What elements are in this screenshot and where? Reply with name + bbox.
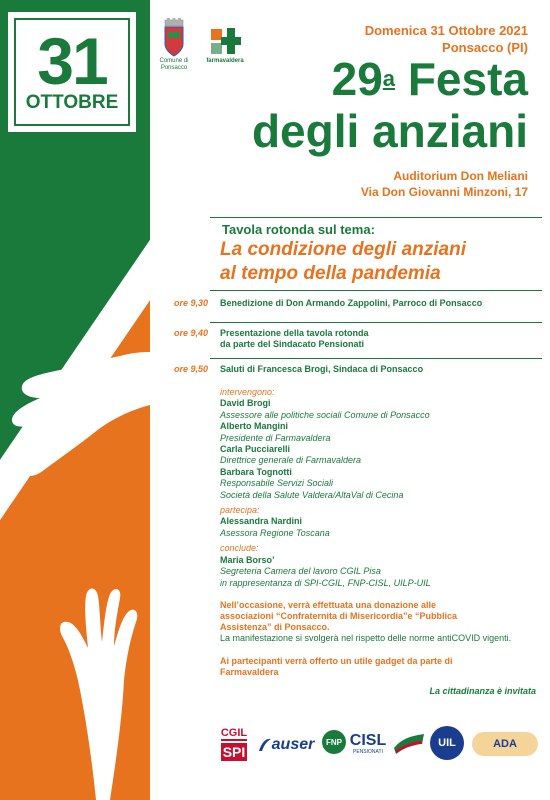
- cisl-text: CISL: [349, 731, 387, 749]
- speaker-name: Alberto Mangini: [220, 421, 288, 432]
- gadget-line: Farmavaldera: [220, 667, 279, 677]
- schedule-time: ore 9,50: [173, 364, 208, 374]
- speaker-name: Barbara Tognotti: [220, 466, 292, 477]
- cgil-text: CGIL: [220, 727, 248, 739]
- title-word: Festa: [407, 53, 528, 105]
- divider: [210, 217, 542, 218]
- speaker-role: Responsabile Servizi Sociali: [220, 478, 334, 489]
- speaker-role: Assessore alle politiche sociali Comune di Ponsacco: [220, 409, 430, 420]
- schedule-time: ore 9,30: [173, 298, 208, 308]
- date-day: 31: [37, 24, 107, 98]
- intervengono-label: intervengono:: [220, 387, 275, 397]
- divider: [210, 358, 542, 359]
- flag-logo: [392, 730, 426, 756]
- farmavaldera-logo: [203, 26, 247, 65]
- comune-caption: Comune di Ponsacco: [159, 58, 189, 71]
- speaker-role: in rappresentanza di SPI-CGIL, FNP-CISL, UILP-UIL: [220, 577, 431, 588]
- gadget-note: [220, 656, 453, 678]
- comune-logo: [154, 18, 194, 72]
- speakers-list: [220, 387, 431, 589]
- spi-text: SPI: [222, 744, 246, 760]
- schedule-item-line: Presentazione della tavola rotonda: [220, 328, 369, 338]
- event-place: Ponsacco (PI): [442, 40, 528, 55]
- date-month: OTTOBRE: [25, 92, 119, 113]
- cisl-logo: [348, 728, 388, 760]
- donation-line: Nell’occasione, verrà effettuata una donazione alle: [220, 600, 437, 610]
- uil-text: UIL: [438, 737, 456, 749]
- tricolor-sidebar: [0, 0, 150, 800]
- schedule-item-line: da parte del Sindacato Pensionati: [220, 339, 365, 349]
- event-date: Domenica 31 Ottobre 2021: [364, 23, 528, 38]
- venue: [361, 168, 528, 200]
- conclude-label: conclude:: [220, 543, 259, 554]
- roundtable-theme-line2: al tempo della pandemia: [220, 263, 441, 284]
- donation-line: associazioni “Confraternita di Misericordia”e “Pubblica: [220, 611, 458, 621]
- speaker-role: Presidente di Farmavaldera: [220, 432, 331, 443]
- divider: [210, 290, 542, 291]
- roundtable-intro: Tavola rotonda sul tema:: [222, 222, 375, 237]
- date-badge: [8, 12, 136, 132]
- fnp-text: FNP: [326, 737, 342, 747]
- event-title-line2: degli anziani: [251, 105, 528, 157]
- auser-text: auser: [271, 736, 315, 753]
- ada-text: ADA: [493, 738, 517, 750]
- divider: [210, 322, 542, 323]
- auser-swoosh-icon: [258, 737, 272, 753]
- speaker-name: Maria Borso’: [220, 554, 275, 565]
- donation-note: [220, 600, 457, 633]
- edition-number: 29: [331, 53, 383, 105]
- cgil-spi-logo: [218, 722, 250, 766]
- speaker-role: Segreteria Camera del lavoro CGIL Pisa: [220, 566, 381, 577]
- partecipa-label: partecipa:: [220, 505, 260, 516]
- speaker-name: David Brogi: [220, 398, 271, 409]
- event-title-line1: [331, 53, 528, 105]
- invitation: La cittadinanza è invitata: [429, 686, 536, 696]
- event-date-place: [365, 22, 528, 56]
- edition-suffix: a: [382, 66, 396, 91]
- gadget-line: Ai partecipanti verrà offerto un utile gadget da parte di: [220, 656, 453, 666]
- schedule-item: Saluti di Francesca Brogi, Sindaca di Ponsacco: [220, 364, 424, 374]
- fnp-logo: [322, 730, 346, 754]
- speaker-role: Società della Salute Valdera/AltaVal di Cecina: [220, 489, 404, 500]
- auser-logo: [254, 734, 318, 756]
- venue-name: Auditorium Don Meliani: [393, 169, 528, 183]
- cisl-subtext: PENSIONATI: [353, 748, 383, 755]
- venue-address: Via Don Giovanni Minzoni, 17: [360, 185, 528, 199]
- speaker-name: Alessandra Nardini: [220, 516, 303, 527]
- covid-note: La manifestazione si svolgerà nel rispetto delle norme antiCOVID vigenti.: [220, 633, 512, 643]
- roundtable-theme: [220, 238, 466, 286]
- pharmacy-cross-icon: [208, 26, 242, 58]
- flag-icon: [392, 730, 426, 756]
- schedule-time: ore 9,40: [173, 328, 208, 338]
- ada-logo: [472, 732, 538, 756]
- comune-crest-icon: [162, 18, 186, 58]
- speaker-role: Asessora Regione Toscana: [220, 527, 330, 538]
- roundtable-theme-line1: La condizione degli anziani: [220, 239, 466, 260]
- donation-line: Assistenza” di Ponsacco.: [220, 622, 330, 632]
- schedule-item: [220, 328, 369, 350]
- farmavaldera-caption: farmavaldera: [206, 58, 244, 64]
- speaker-role: Direttrice generale di Farmavaldera: [220, 455, 362, 466]
- uil-logo: [430, 726, 464, 760]
- schedule-item: Benedizione di Don Armando Zappolini, Parroco di Ponsacco: [220, 298, 483, 308]
- speaker-name: Carla Pucciarelli: [220, 444, 291, 455]
